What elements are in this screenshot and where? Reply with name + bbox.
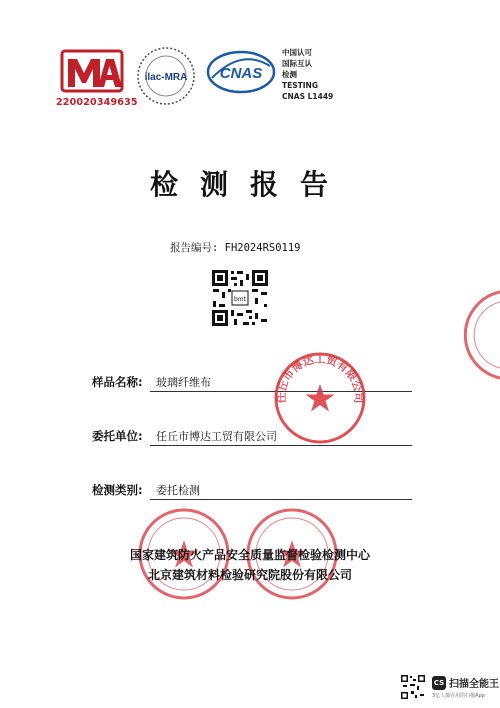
- ilac-mra-logo: [134, 44, 198, 108]
- cnas-side-line: CNAS L1449: [282, 92, 334, 101]
- cnas-side-line: 中国认可: [282, 48, 312, 57]
- edge-seal-fragment: [452, 290, 500, 380]
- cnas-side-line: 检测: [282, 70, 297, 79]
- report-title: 检测报告: [149, 168, 350, 201]
- qr-code[interactable]: [210, 268, 270, 328]
- cnas-logo: [206, 48, 276, 96]
- client-company-seal: [272, 350, 368, 446]
- scanner-qr-code[interactable]: [400, 674, 426, 700]
- qr-center-label: bmt: [233, 296, 247, 303]
- test-type-label: 检测类别:: [92, 483, 143, 497]
- camscanner-logo: CS: [432, 676, 446, 690]
- cma-number: 220020349635: [56, 97, 138, 108]
- test-type-value: 委托检测: [156, 484, 200, 497]
- org-name-secondary: 北京建筑材料检验研究院股份有限公司: [147, 568, 352, 582]
- cnas-accreditation-text: [282, 47, 333, 102]
- cnas-side-line: 国际互认: [282, 59, 312, 68]
- test-type-underline: [150, 499, 412, 500]
- client-seal-text: 任丘市博达工贸有限公司: [274, 352, 366, 404]
- report-number: 报告编号: FH2024RS0119: [170, 242, 301, 254]
- cnas-side-line: TESTING: [282, 81, 318, 90]
- cnas-label: CNAS: [219, 65, 263, 82]
- sample-name-label: 样品名称:: [92, 375, 143, 389]
- scanner-subtitle: 3亿人都在用的扫描App: [432, 693, 485, 699]
- client-label: 委托单位:: [92, 429, 143, 443]
- scanner-brand: 扫描全能王: [449, 679, 499, 690]
- sample-name-value: 玻璃纤维布: [156, 376, 211, 389]
- client-value: 任丘市博达工贸有限公司: [156, 430, 277, 443]
- ilac-label: ilac-MRA: [144, 72, 188, 83]
- org-name-primary: 国家建筑防火产品安全质量监督检验检测中心: [129, 548, 370, 562]
- cma-logo: [60, 47, 124, 95]
